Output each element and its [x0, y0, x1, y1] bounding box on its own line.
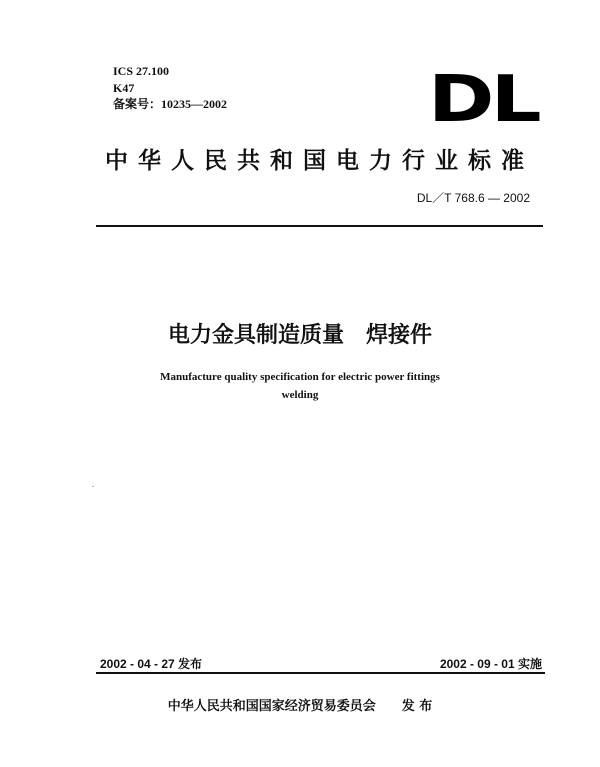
- standard-title: 中华人民共和国电力行业标准: [105, 148, 534, 174]
- issue-date: 2002 - 04 - 27 发布: [100, 657, 203, 671]
- scan-speck: [92, 486, 94, 487]
- implementation-date: 2002 - 09 - 01 实施: [439, 657, 542, 671]
- document-title-chinese: 电力金具制造质量 焊接件: [167, 323, 432, 348]
- document-title-english-line1: Manufacture quality specification for electric power fittings: [160, 371, 440, 383]
- ics-code: ICS 27.100: [113, 64, 170, 78]
- record-number: 备案号：10235—2002: [113, 97, 228, 111]
- footer-divider: [96, 672, 545, 674]
- dl-logo: DL: [428, 63, 538, 137]
- header-divider: [96, 225, 543, 227]
- standard-number: DL／T 768.6 — 2002: [416, 191, 530, 205]
- document-title-english-line2: welding: [281, 389, 319, 401]
- publisher: 中华人民共和国国家经济贸易委员会 发 布: [167, 699, 433, 714]
- ccs-code: K47: [113, 81, 135, 95]
